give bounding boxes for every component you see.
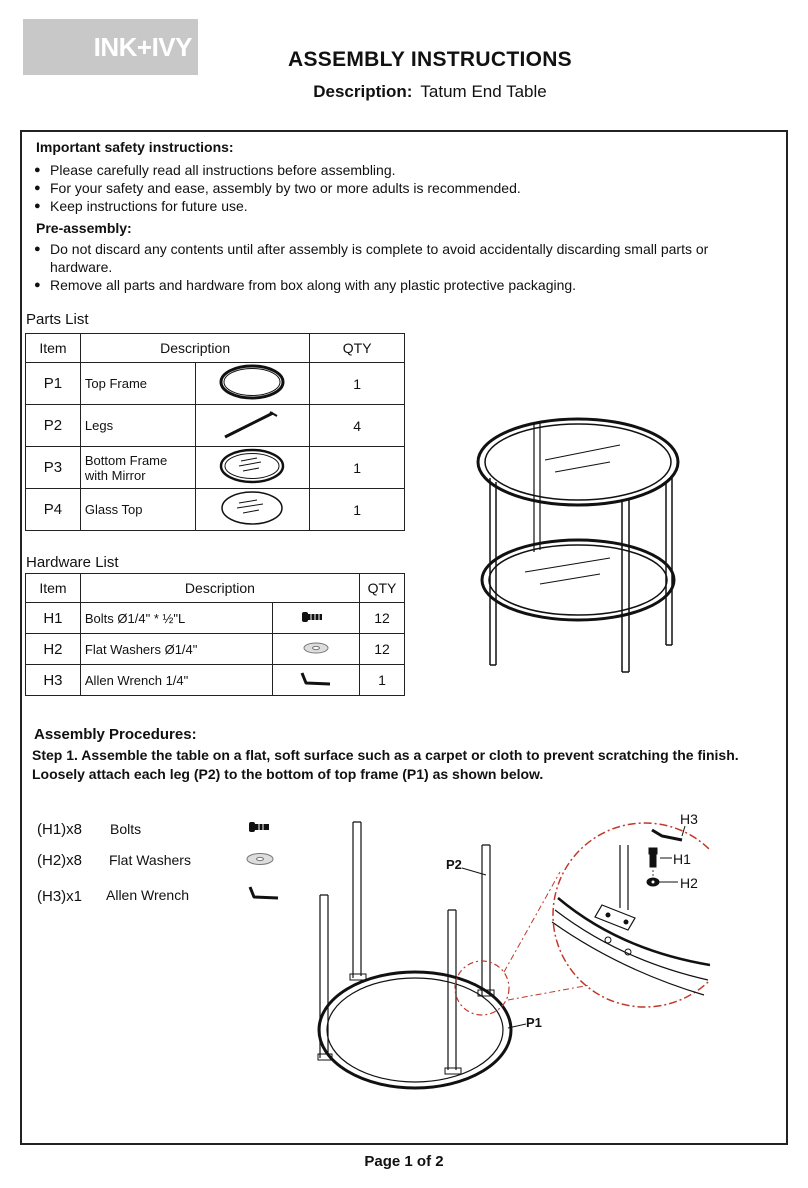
hw-needed-name: Bolts xyxy=(110,821,142,837)
part-qty: 1 xyxy=(310,447,405,489)
hw-needed-name: Flat Washers xyxy=(109,852,191,868)
callout-h3: H3 xyxy=(680,811,698,827)
hardware-description: Bolts Ø1/4" * ½"L xyxy=(80,603,272,634)
table-illustration xyxy=(470,400,705,680)
hw-needed-qty: (H3)x1 xyxy=(37,888,83,905)
part-qty: 1 xyxy=(310,363,405,405)
hardware-header-item: Item xyxy=(26,574,81,603)
part-item: P1 xyxy=(26,363,81,405)
description-value: Tatum End Table xyxy=(420,82,547,101)
table-row xyxy=(26,489,405,531)
washer-icon xyxy=(296,638,336,658)
list-item: ● For your safety and ease, assembly by two or more adults is recommended. xyxy=(34,179,774,197)
hardware-list-title: Hardware List xyxy=(26,554,119,571)
part-qty: 1 xyxy=(310,489,405,531)
list-item: ● Remove all parts and hardware from box along with any plastic protective packaging. xyxy=(34,276,734,294)
part-item: P2 xyxy=(26,405,81,447)
part-item: P4 xyxy=(26,489,81,531)
wrench-icon xyxy=(296,669,336,689)
part-qty: 4 xyxy=(310,405,405,447)
safety-list xyxy=(34,161,774,215)
list-item: ● Do not discard any contents until after assembly is complete to avoid accidentally discarding small parts or hardware. xyxy=(34,240,734,276)
table-row xyxy=(26,363,405,405)
hardware-header-description: Description xyxy=(80,574,359,603)
parts-header-description: Description xyxy=(80,334,309,363)
parts-header-item: Item xyxy=(26,334,81,363)
parts-table xyxy=(25,333,405,531)
safety-heading: Important safety instructions: xyxy=(36,139,234,155)
hardware-qty: 12 xyxy=(360,603,405,634)
part-description: Bottom Frame with Mirror xyxy=(80,447,195,489)
table-row xyxy=(26,447,405,489)
hw-needed-qty: (H2)x8 xyxy=(37,852,83,869)
table-row xyxy=(26,603,405,634)
brand-logo-text: INK+IVY xyxy=(93,31,192,62)
step-1-diagram xyxy=(290,800,710,1100)
hardware-item: H3 xyxy=(26,665,81,696)
ring-icon xyxy=(217,363,287,401)
table-row xyxy=(26,405,405,447)
hardware-item: H2 xyxy=(26,634,81,665)
part-description: Legs xyxy=(80,405,195,447)
page-number: Page 1 of 2 xyxy=(364,1153,444,1170)
hardware-description: Allen Wrench 1/4" xyxy=(80,665,272,696)
hardware-header-qty: QTY xyxy=(360,574,405,603)
parts-header-qty: QTY xyxy=(310,334,405,363)
callout-h1: H1 xyxy=(673,851,691,867)
mirror-icon xyxy=(217,447,287,485)
pre-assembly-heading: Pre-assembly: xyxy=(36,220,132,236)
description-label: Description: xyxy=(313,82,413,101)
hardware-table xyxy=(25,573,405,696)
hw-needed-name: Allen Wrench xyxy=(106,887,190,903)
callout-p2: P2 xyxy=(446,857,462,872)
hw-needed-qty: (H1)x8 xyxy=(37,821,83,838)
page-title: ASSEMBLY INSTRUCTIONS xyxy=(287,48,572,71)
hardware-description: Flat Washers Ø1/4" xyxy=(80,634,272,665)
part-description: Glass Top xyxy=(80,489,195,531)
pre-assembly-list xyxy=(34,240,734,294)
hardware-item: H1 xyxy=(26,603,81,634)
table-row xyxy=(26,665,405,696)
callout-p1: P1 xyxy=(526,1015,542,1030)
part-item: P3 xyxy=(26,447,81,489)
leg-icon xyxy=(217,405,287,443)
wrench-icon xyxy=(246,884,282,902)
page-subtitle xyxy=(200,82,660,102)
callout-h2: H2 xyxy=(680,875,698,891)
hardware-qty: 12 xyxy=(360,634,405,665)
brand-logo xyxy=(23,19,198,75)
table-row xyxy=(26,634,405,665)
washer-icon xyxy=(244,850,276,868)
parts-list-title: Parts List xyxy=(26,311,89,328)
glass-icon xyxy=(217,489,287,527)
bolt-icon xyxy=(296,607,336,627)
list-item: ● Please carefully read all instructions before assembling. xyxy=(34,161,774,179)
bolt-icon xyxy=(246,818,276,836)
hardware-qty: 1 xyxy=(360,665,405,696)
step-1-text: Step 1. Assemble the table on a flat, soft surface such as a carpet or cloth to prevent scratching the finish. Loosely attach each leg (P2) to the bottom of top frame (P1) as shown below. xyxy=(32,747,739,782)
procedures-title: Assembly Procedures: xyxy=(34,726,197,743)
list-item: ● Keep instructions for future use. xyxy=(34,197,774,215)
part-description: Top Frame xyxy=(80,363,195,405)
